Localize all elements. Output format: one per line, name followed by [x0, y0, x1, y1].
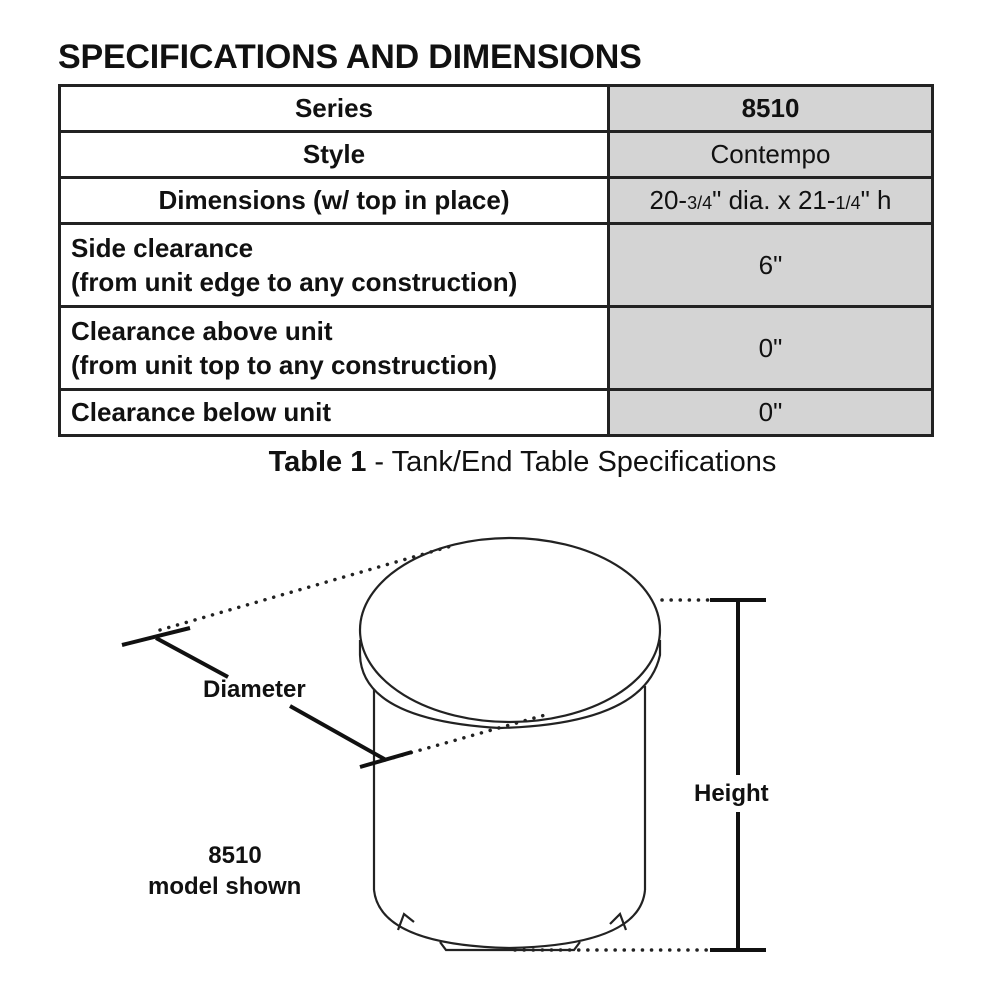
- table-top: [360, 538, 660, 728]
- side-clearance-value: 6": [609, 224, 933, 307]
- cylinder-bottom: [374, 890, 645, 948]
- dia-fraction: 3/4: [687, 193, 713, 213]
- dia-denominator: 4: [702, 193, 713, 213]
- height-denominator: 4: [850, 193, 861, 213]
- dia-whole: 20-: [649, 185, 688, 215]
- above-clearance-line2: (from unit top to any construction): [71, 350, 498, 380]
- series-label: Series: [60, 86, 609, 132]
- diameter-end-cap-top: [122, 628, 190, 645]
- diameter-end-cap-bottom: [360, 752, 412, 767]
- height-whole: 21-: [797, 185, 836, 215]
- dia-unit: " dia. x: [712, 185, 798, 215]
- below-clearance-value: 0": [609, 390, 933, 436]
- height-dimension: [710, 600, 766, 950]
- side-clearance-line2: (from unit edge to any construction): [71, 267, 518, 297]
- model-shown-text: model shown: [148, 873, 302, 900]
- caption-bold: Table 1: [268, 446, 367, 478]
- above-clearance-value: 0": [609, 307, 933, 390]
- height-numerator: 1: [835, 193, 846, 213]
- dimensions-label: Dimensions (w/ top in place): [60, 178, 609, 224]
- page-heading: SPECIFICATIONS AND DIMENSIONS: [58, 38, 642, 76]
- table-top-surface: [360, 538, 660, 722]
- style-value: Contempo: [609, 132, 933, 178]
- height-label: Height: [694, 780, 769, 807]
- height-fraction: 1/4: [835, 193, 861, 213]
- model-number: 8510: [208, 842, 262, 869]
- series-value: 8510: [609, 86, 933, 132]
- diameter-line-upper: [156, 638, 228, 677]
- style-label: Style: [60, 132, 609, 178]
- side-clearance-line1: Side clearance: [71, 233, 254, 263]
- above-clearance-line1: Clearance above unit: [71, 316, 333, 346]
- dia-numerator: 3: [687, 193, 698, 213]
- below-clearance-label: Clearance below unit: [60, 390, 609, 436]
- diameter-line-lower: [290, 706, 386, 760]
- caption-rest: - Tank/End Table Specifications: [366, 446, 777, 478]
- diameter-label: Diameter: [203, 676, 306, 703]
- height-unit: " h: [860, 185, 892, 215]
